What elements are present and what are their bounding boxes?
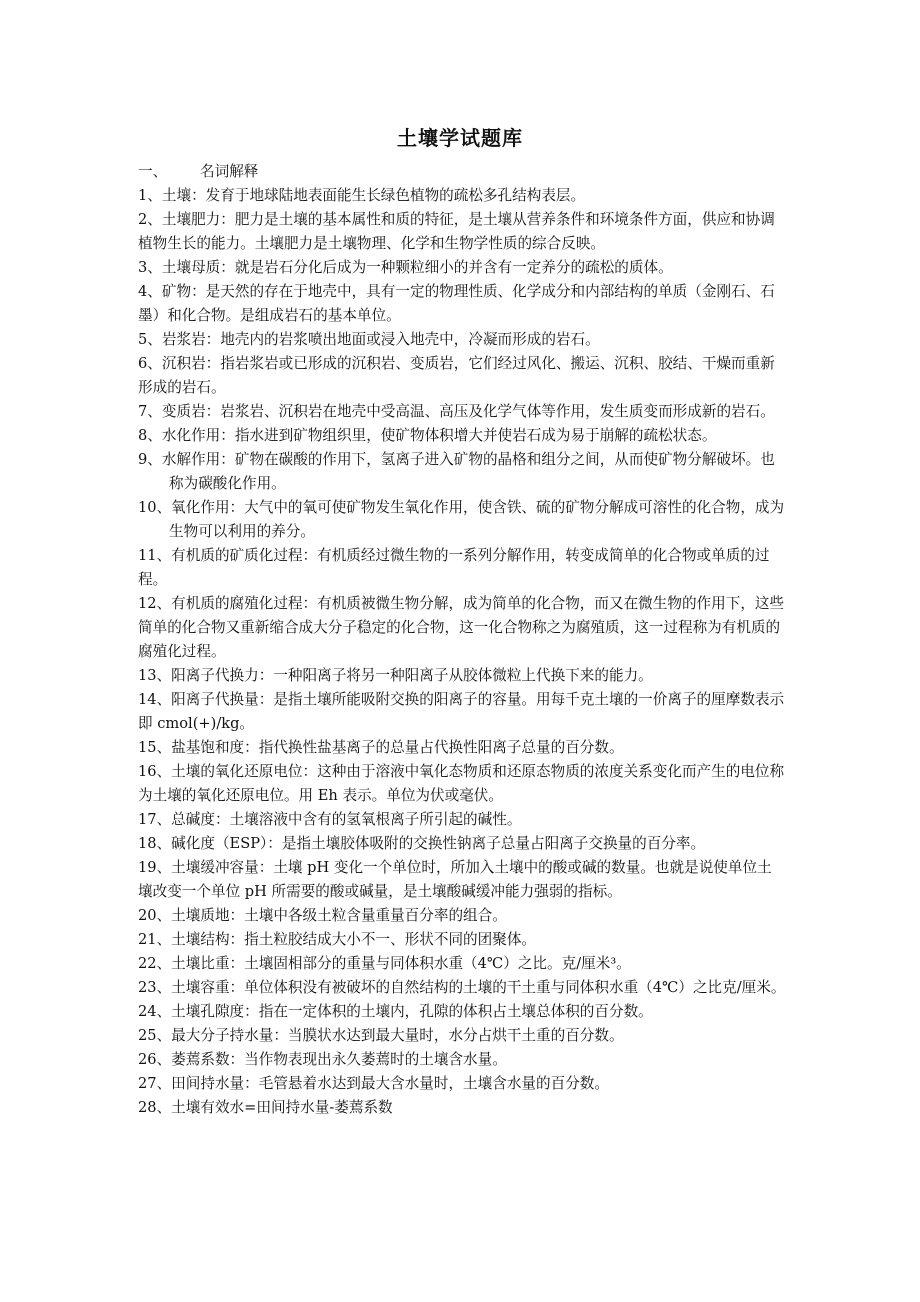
term-item: 11、有机质的矿质化过程：有机质经过微生物的一系列分解作用，转变成简单的化合物或单质的过程。 — [138, 547, 770, 588]
term-item: 7、变质岩：岩浆岩、沉积岩在地壳中受高温、高压及化学气体等作用，发生质变而形成新的岩石。 — [138, 403, 775, 420]
term-item: 14、阳离子代换量：是指土壤所能吸附交换的阳离子的容量。用每千克土壤的一价离子的厘摩数表示即 cmol(+)/kg。 — [138, 691, 785, 732]
term-item: 19、土壤缓冲容量：土壤 pH 变化一个单位时，所加入土壤中的酸或碱的数量。也就是说使单位土壤改变一个单位 pH 所需要的酸或碱量，是土壤酸碱缓冲能力强弱的指标。 — [138, 859, 772, 900]
term-item: 28、土壤有效水=田间持水量-萎蔫系数 — [138, 1099, 393, 1116]
term-item: 25、最大分子持水量：当膜状水达到最大量时，水分占烘干土重的百分数。 — [138, 1027, 624, 1044]
section-number: 一、 — [138, 163, 168, 180]
term-item: 8、水化作用：指水进到矿物组织里，使矿物体积增大并使岩石成为易于崩解的疏松状态。 — [138, 427, 717, 444]
term-item: 24、土壤孔隙度：指在一定体积的土壤内，孔隙的体积占土壤总体积的百分数。 — [138, 1003, 653, 1020]
term-item: 27、田间持水量：毛管悬着水达到最大含水量时，土壤含水量的百分数。 — [138, 1075, 609, 1092]
term-item: 20、土壤质地：土壤中各级土粒含量重量百分率的组合。 — [138, 907, 507, 924]
term-item: 6、沉积岩：指岩浆岩或已形成的沉积岩、变质岩，它们经过风化、搬运、沉积、胶结、干燥而重新形成的岩石。 — [138, 355, 775, 396]
document-title: 土壤学试题库 — [397, 126, 523, 150]
term-item: 3、土壤母质：就是岩石分化后成为一种颗粒细小的并含有一定养分的疏松的质体。 — [138, 259, 673, 276]
term-item: 4、矿物：是天然的存在于地壳中，具有一定的物理性质、化学成分和内部结构的单质（金刚石、石墨）和化合物。是组成岩石的基本单位。 — [138, 283, 775, 324]
term-item: 9、水解作用：矿物在碳酸的作用下，氢离子进入矿物的晶格和组分之间，从而使矿物分解破坏。也称为碳酸化作用。 — [138, 451, 775, 492]
document-body — [138, 160, 786, 1120]
section-title: 名词解释 — [200, 163, 259, 180]
term-item: 12、有机质的腐殖化过程：有机质被微生物分解，成为简单的化合物，而又在微生物的作用下，这些简单的化合物又重新缩合成大分子稳定的化合物，这一化合物称之为腐殖质，这一过程称为有机质的腐殖化过程。 — [138, 595, 785, 660]
term-item: 1、土壤：发育于地球陆地表面能生长绿色植物的疏松多孔结构表层。 — [138, 187, 586, 204]
section-heading — [138, 160, 786, 184]
term-item: 17、总碱度：土壤溶液中含有的氢氧根离子所引起的碱性。 — [138, 811, 522, 828]
term-item: 21、土壤结构：指土粒胶结成大小不一、形状不同的团聚体。 — [138, 931, 537, 948]
term-item: 26、萎蔫系数：当作物表现出永久萎蔫时的土壤含水量。 — [138, 1051, 507, 1068]
term-item: 23、土壤容重：单位体积没有被破坏的自然结构的土壤的干土重与同体积水重（4℃）之比克/厘米。 — [138, 979, 786, 996]
term-item: 18、碱化度（ESP）：是指土壤胶体吸附的交换性钠离子总量占阳离子交换量的百分率。 — [138, 835, 706, 852]
term-item: 22、土壤比重：土壤固相部分的重量与同体积水重（4℃）之比。克/厘米³。 — [138, 955, 631, 972]
term-item: 16、土壤的氧化还原电位：这种由于溶液中氧化态物质和还原态物质的浓度关系变化而产生的电位称为土壤的氧化还原电位。用 Eh 表示。单位为伏或毫伏。 — [138, 763, 785, 804]
term-item: 2、土壤肥力：肥力是土壤的基本属性和质的特征，是土壤从营养条件和环境条件方面，供应和协调植物生长的能力。土壤肥力是土壤物理、化学和生物学性质的综合反映。 — [138, 211, 775, 252]
term-item: 5、岩浆岩：地壳内的岩浆喷出地面或浸入地壳中，冷凝而形成的岩石。 — [138, 331, 600, 348]
term-item: 10、氧化作用：大气中的氧可使矿物发生氧化作用，使含铁、硫的矿物分解成可溶性的化合物，成为生物可以利用的养分。 — [138, 499, 785, 540]
term-item: 13、阳离子代换力：一种阳离子将另一种阳离子从胶体微粒上代换下来的能力。 — [138, 667, 653, 684]
term-item: 15、盐基饱和度：指代换性盐基离子的总量占代换性阳离子总量的百分数。 — [138, 739, 624, 756]
